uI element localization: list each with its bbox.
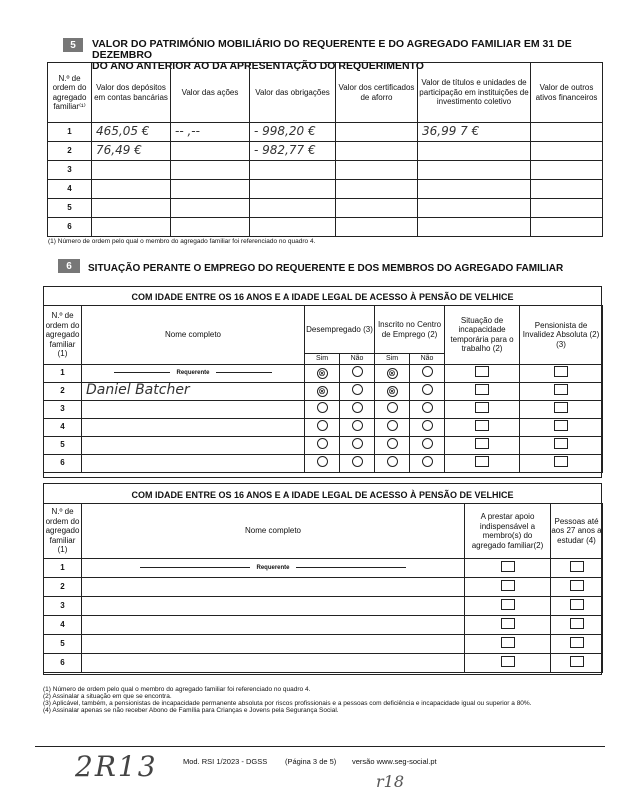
estudar-checkbox[interactable] [570, 599, 584, 610]
situacao-checkbox[interactable] [475, 438, 489, 449]
estudar-checkbox[interactable] [570, 637, 584, 648]
s6t2-name-field[interactable] [82, 597, 465, 616]
inscr-nao-radio[interactable] [422, 438, 433, 449]
s5-cell-acoes[interactable] [171, 180, 250, 199]
s6t2-estudar-cell [551, 578, 603, 597]
s6t1-pensionista-cell [520, 364, 603, 382]
s6t2-header-ordem: N.º de ordem do agregado familiar (1) [44, 504, 82, 559]
s6t2-apoio-cell [465, 616, 551, 635]
s6t1-desemp-nao-cell [340, 382, 375, 400]
s6t1-row [44, 382, 603, 400]
s5-row [48, 123, 603, 142]
s6t1-header-nome: Nome completo [82, 306, 305, 365]
s5-row-number: 5 [48, 199, 92, 218]
situacao-checkbox[interactable] [475, 384, 489, 395]
s6t2-apoio-cell [465, 654, 551, 673]
requerente-label: Requerente [176, 370, 210, 377]
s5-header-titulos: Valor de títulos e unidades de participação em instituições de investimento coletivo [418, 63, 531, 123]
desemp-sim-radio[interactable] [317, 456, 328, 467]
inscr-sim-radio[interactable] [387, 402, 398, 413]
s6t1-row [44, 400, 603, 418]
s5-cell-outros[interactable] [531, 123, 603, 142]
estudar-checkbox[interactable] [570, 656, 584, 667]
inscr-sim-radio[interactable] [387, 456, 398, 467]
s5-cell-outros[interactable] [531, 142, 603, 161]
inscr-nao-radio[interactable] [422, 384, 433, 395]
section5-footnote: (1) Número de ordem pelo qual o membro do agregado familiar foi referenciado no quadro 4. [48, 238, 316, 245]
s5-cell-certificados[interactable] [336, 142, 418, 161]
s6t2-header-estudar: Pessoas até aos 27 anos a estudar (4) [551, 504, 603, 559]
s6t2-name-field[interactable] [82, 654, 465, 673]
section6-table2 [43, 503, 603, 673]
inscr-nao-radio[interactable] [422, 456, 433, 467]
s6t1-row-number: 6 [44, 454, 82, 472]
s5-cell-depositos[interactable] [92, 161, 171, 180]
s6t2-row [44, 616, 603, 635]
section6-number: 6 [58, 259, 80, 273]
s6t2-row-number: 1 [44, 559, 82, 578]
apoio-checkbox[interactable] [501, 656, 515, 667]
s6t2-row-number: 5 [44, 635, 82, 654]
section5-title-line1: VALOR DO PATRIMÓNIO MOBILIÁRIO DO REQUERENTE E DO AGREGADO FAMILIAR EM 31 DE DEZEMBRO [92, 38, 572, 61]
s6t1-name-field[interactable]: Daniel Batcher [82, 382, 305, 400]
s6t1-inscr-sim-cell [375, 454, 410, 472]
pensionista-checkbox[interactable] [554, 456, 568, 467]
s6t2-name-field[interactable] [82, 616, 465, 635]
s6t1-row [44, 418, 603, 436]
s6t1-situacao-cell [445, 454, 520, 472]
section6-table1 [43, 305, 603, 473]
s6t1-name-field[interactable] [82, 454, 305, 472]
s6t1-inscr-sim-cell [375, 436, 410, 454]
s6t2-apoio-cell [465, 578, 551, 597]
s6-footnote-2: (2) Assinalar a situação em que se encontra. [43, 693, 172, 700]
s5-row-number: 1 [48, 123, 92, 142]
s6t1-desemp-sim-cell [305, 418, 340, 436]
section5-table [47, 62, 603, 237]
s5-cell-depositos[interactable]: 465,05 € [92, 123, 171, 142]
s6t1-inscr-nao-cell [410, 454, 445, 472]
s6t1-inscr-sim-cell [375, 382, 410, 400]
s6t2-apoio-cell [465, 559, 551, 578]
s6t1-pensionista-cell [520, 454, 603, 472]
desemp-nao-radio[interactable] [352, 384, 363, 395]
s5-header-ordem: N.º de ordem do agregado familiar⁽¹⁾ [48, 63, 92, 123]
s6t1-header-situacao: Situação de incapacidade temporária para o trabalho (2) [445, 306, 520, 365]
s6t1-pensionista-cell [520, 436, 603, 454]
footer-handwritten-left: 2R13 [75, 750, 158, 783]
pensionista-checkbox[interactable] [554, 384, 568, 395]
section6-table1-subtitle: COM IDADE ENTRE OS 16 ANOS E A IDADE LEGAL DE ACESSO À PENSÃO DE VELHICE [131, 292, 514, 302]
inscr-sim-radio[interactable] [387, 420, 398, 431]
s5-cell-depositos[interactable] [92, 199, 171, 218]
s5-row [48, 142, 603, 161]
s5-header-outros: Valor de outros ativos financeiros [531, 63, 603, 123]
apoio-checkbox[interactable] [501, 561, 515, 572]
s6t1-desemp-nao-cell [340, 436, 375, 454]
desemp-nao-radio[interactable] [352, 366, 363, 377]
s6t2-row [44, 654, 603, 673]
s5-header-depositos: Valor dos depósitos em contas bancárias [92, 63, 171, 123]
s5-cell-obrigacoes[interactable] [250, 218, 336, 237]
s6t1-inscr-sim-cell [375, 364, 410, 382]
s6t2-apoio-cell [465, 597, 551, 616]
s5-cell-outros[interactable] [531, 180, 603, 199]
s6t1-header-ordem: N.º de ordem do agregado familiar (1) [44, 306, 82, 365]
s5-cell-depositos[interactable]: 76,49 € [92, 142, 171, 161]
s6t2-row-number: 2 [44, 578, 82, 597]
s6t2-row [44, 597, 603, 616]
s6t2-apoio-cell [465, 635, 551, 654]
s5-cell-certificados[interactable] [336, 123, 418, 142]
s6t1-name-field[interactable] [82, 400, 305, 418]
s6t1-desemp-sim-cell [305, 364, 340, 382]
s6t1-row-number: 5 [44, 436, 82, 454]
s5-cell-certificados[interactable] [336, 218, 418, 237]
s6t2-row-number: 3 [44, 597, 82, 616]
s6t1-row-number: 2 [44, 382, 82, 400]
s6t2-estudar-cell [551, 616, 603, 635]
s6t2-estudar-cell [551, 654, 603, 673]
s5-cell-titulos[interactable]: 36,99 7 € [418, 123, 531, 142]
s6t1-inscr-nao-cell [410, 382, 445, 400]
s6t1-situacao-cell [445, 436, 520, 454]
desemp-nao-radio[interactable] [352, 438, 363, 449]
s6t1-inscr-nao-cell [410, 400, 445, 418]
situacao-checkbox[interactable] [475, 402, 489, 413]
apoio-checkbox[interactable] [501, 580, 515, 591]
s6t1-row [44, 364, 603, 382]
s6t2-estudar-cell [551, 559, 603, 578]
s5-cell-acoes[interactable] [171, 142, 250, 161]
s5-cell-certificados[interactable] [336, 199, 418, 218]
s6t1-header-inscrito: Inscrito no Centro de Emprego (2) [375, 306, 445, 354]
s6t1-row-number: 4 [44, 418, 82, 436]
footer-model: Mod. RSI 1/2023 - DGSS [183, 757, 268, 766]
s6t1-desemp-nao-cell [340, 400, 375, 418]
s6t1-situacao-cell [445, 382, 520, 400]
s6t1-desemp-sim-cell [305, 454, 340, 472]
desemp-nao-radio[interactable] [352, 420, 363, 431]
s6t1-inscr-nao-cell [410, 418, 445, 436]
s5-cell-certificados[interactable] [336, 180, 418, 199]
desemp-nao-radio[interactable] [352, 456, 363, 467]
s6-footnote-4: (4) Assinalar apenas se não receber Abono de Família para Crianças e Jovens pela Segurança Social. [43, 707, 339, 714]
s5-cell-obrigacoes[interactable]: - 998,20 € [250, 123, 336, 142]
desemp-sim-radio[interactable] [317, 402, 328, 413]
pensionista-checkbox[interactable] [554, 438, 568, 449]
requerente-label: Requerente [256, 565, 290, 572]
desemp-nao-radio[interactable] [352, 402, 363, 413]
section6-table2-subtitle: COM IDADE ENTRE OS 16 ANOS E A IDADE LEGAL DE ACESSO À PENSÃO DE VELHICE [131, 490, 514, 500]
s5-cell-acoes[interactable] [171, 161, 250, 180]
s6-footnote-1: (1) Número de ordem pelo qual o membro do agregado familiar foi referenciado no quadro 4. [43, 686, 311, 693]
section6-footnotes [43, 686, 598, 714]
s5-cell-outros[interactable] [531, 199, 603, 218]
s5-header-obrigacoes: Valor das obrigações [250, 63, 336, 123]
s6t1-row-number: 1 [44, 364, 82, 382]
s5-row-number: 6 [48, 218, 92, 237]
s6-footnote-3: (3) Aplicável, também, a pensionistas de incapacidade permanente absoluta por riscos profissionais e a pessoas com deficiência e incapacidade igual ou superior a 80%. [43, 700, 532, 707]
s6t1-desemp-sim-cell [305, 382, 340, 400]
section5-number: 5 [63, 38, 83, 52]
s6t2-row-number: 4 [44, 616, 82, 635]
s5-cell-acoes[interactable]: -- ,-- [171, 123, 250, 142]
s5-cell-titulos[interactable] [418, 161, 531, 180]
s5-row-number: 4 [48, 180, 92, 199]
s6t1-inscr-nao-cell [410, 436, 445, 454]
inscr-sim-radio[interactable]: ⊗ [388, 385, 396, 396]
inscr-nao-radio[interactable] [422, 366, 433, 377]
footer-page: (Página 3 de 5) [285, 757, 337, 766]
s6t2-estudar-cell [551, 597, 603, 616]
s5-cell-acoes[interactable] [171, 199, 250, 218]
estudar-checkbox[interactable] [570, 561, 584, 572]
s5-cell-titulos[interactable] [418, 180, 531, 199]
estudar-checkbox[interactable] [570, 580, 584, 591]
s6t1-desemp-nao-cell [340, 454, 375, 472]
s5-cell-obrigacoes[interactable] [250, 161, 336, 180]
desemp-sim-radio[interactable] [317, 438, 328, 449]
s6t1-name-field[interactable] [82, 418, 305, 436]
s6t1-header-inscr-sim: Sim [375, 354, 410, 365]
s6t1-inscr-nao-cell [410, 364, 445, 382]
s6t1-inscr-sim-cell [375, 418, 410, 436]
s6t1-row [44, 436, 603, 454]
footer-rule [35, 746, 605, 747]
s6t2-row [44, 635, 603, 654]
desemp-sim-radio[interactable]: ⊗ [318, 385, 326, 396]
inscr-sim-radio[interactable]: ⊗ [388, 367, 396, 378]
s5-cell-depositos[interactable] [92, 218, 171, 237]
s6t2-row [44, 559, 603, 578]
s5-cell-obrigacoes[interactable]: - 982,77 € [250, 142, 336, 161]
s5-row [48, 218, 603, 237]
s6t1-header-desemp-sim: Sim [305, 354, 340, 365]
s5-cell-outros[interactable] [531, 218, 603, 237]
s6t1-header-desemp-nao: Não [340, 354, 375, 365]
s5-header-certificados: Valor dos certificados de aforro [336, 63, 418, 123]
s6t1-row [44, 454, 603, 472]
s6t2-header-apoio: A prestar apoio indispensável a membro(s) do agregado familiar(2) [465, 504, 551, 559]
s5-header-acoes: Valor das ações [171, 63, 250, 123]
s6t1-situacao-cell [445, 400, 520, 418]
desemp-sim-radio[interactable]: ⊗ [318, 367, 326, 378]
s5-cell-acoes[interactable] [171, 218, 250, 237]
s6t2-header-nome: Nome completo [82, 504, 465, 559]
situacao-checkbox[interactable] [475, 366, 489, 377]
s6t1-situacao-cell [445, 364, 520, 382]
s6t2-name-field[interactable] [82, 635, 465, 654]
section5-title-line2: DO ANO ANTERIOR AO DA APRESENTAÇÃO DO REQUERIMENTO [92, 60, 424, 72]
s6t1-situacao-cell [445, 418, 520, 436]
s6t1-pensionista-cell [520, 400, 603, 418]
s5-cell-depositos[interactable] [92, 180, 171, 199]
situacao-checkbox[interactable] [475, 456, 489, 467]
section6-title: SITUAÇÃO PERANTE O EMPREGO DO REQUERENTE E DOS MEMBROS DO AGREGADO FAMILIAR [88, 263, 564, 274]
s5-row-number: 3 [48, 161, 92, 180]
apoio-checkbox[interactable] [501, 618, 515, 629]
apoio-checkbox[interactable] [501, 599, 515, 610]
s5-row [48, 199, 603, 218]
s5-row [48, 180, 603, 199]
s6t2-estudar-cell [551, 635, 603, 654]
s6t1-row-number: 3 [44, 400, 82, 418]
s5-row [48, 161, 603, 180]
s6t1-desemp-sim-cell [305, 400, 340, 418]
pensionista-checkbox[interactable] [554, 420, 568, 431]
s5-cell-titulos[interactable] [418, 142, 531, 161]
pensionista-checkbox[interactable] [554, 402, 568, 413]
s6t1-header-inscr-nao: Não [410, 354, 445, 365]
footer-version: versão www.seg-social.pt [352, 757, 437, 766]
footer-handwritten-right: r18 [376, 772, 405, 791]
s6t1-desemp-nao-cell [340, 418, 375, 436]
s5-cell-obrigacoes[interactable] [250, 180, 336, 199]
s5-cell-obrigacoes[interactable] [250, 199, 336, 218]
s6t2-row [44, 578, 603, 597]
s6t2-row-number: 6 [44, 654, 82, 673]
s5-cell-titulos[interactable] [418, 218, 531, 237]
s6t2-name-field[interactable] [82, 578, 465, 597]
inscr-sim-radio[interactable] [387, 438, 398, 449]
inscr-nao-radio[interactable] [422, 402, 433, 413]
s5-cell-titulos[interactable] [418, 199, 531, 218]
estudar-checkbox[interactable] [570, 618, 584, 629]
s6t2-requerente-name[interactable] [82, 559, 465, 578]
s6t1-desemp-nao-cell [340, 364, 375, 382]
pensionista-checkbox[interactable] [554, 366, 568, 377]
s5-cell-outros[interactable] [531, 161, 603, 180]
s6t1-header-desempregado: Desempregado (3) [305, 306, 375, 354]
s6t1-pensionista-cell [520, 418, 603, 436]
s6t1-requerente-name[interactable] [82, 364, 305, 382]
s6t1-name-field[interactable] [82, 436, 305, 454]
s6t1-pensionista-cell [520, 382, 603, 400]
situacao-checkbox[interactable] [475, 420, 489, 431]
s6t1-inscr-sim-cell [375, 400, 410, 418]
s5-cell-certificados[interactable] [336, 161, 418, 180]
inscr-nao-radio[interactable] [422, 420, 433, 431]
s6t1-desemp-sim-cell [305, 436, 340, 454]
s6t1-header-pensionista: Pensionista de Invalidez Absoluta (2) (3) [520, 306, 603, 365]
desemp-sim-radio[interactable] [317, 420, 328, 431]
s5-row-number: 2 [48, 142, 92, 161]
apoio-checkbox[interactable] [501, 637, 515, 648]
